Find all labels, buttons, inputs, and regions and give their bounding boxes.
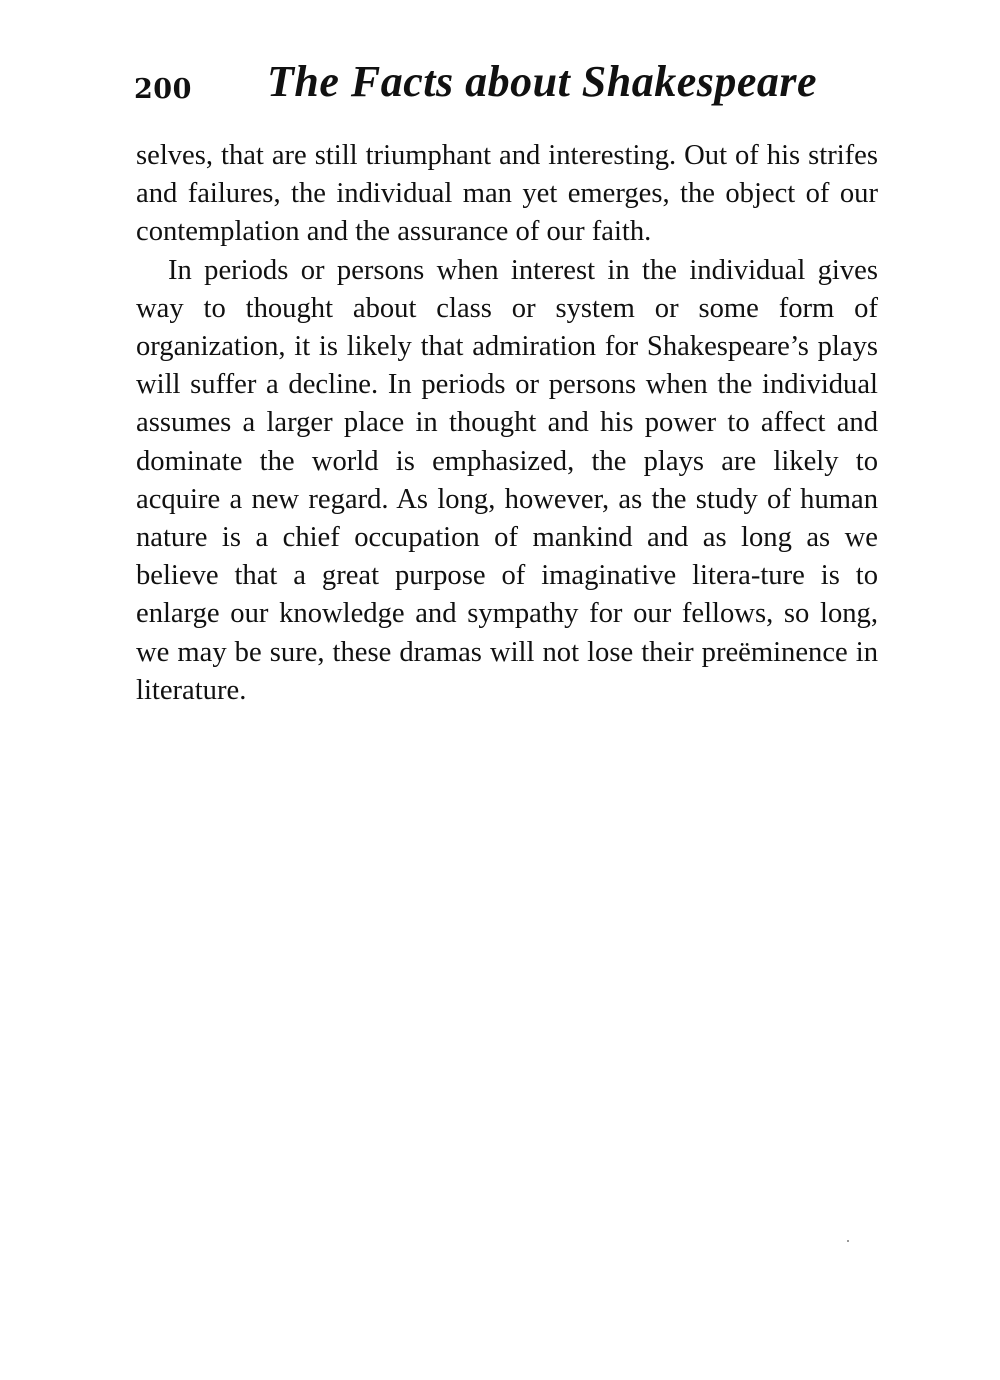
- body-text: [136, 137, 878, 710]
- page-header: [134, 52, 880, 112]
- paper-speck: [847, 1240, 849, 1242]
- paragraph-main: In periods or persons when interest in the individual gives way to thought about class or system or some form of organization, it is likely that admiration for Shakespeare’s plays will suffer a decline. In periods or persons when the individual assumes a larger place in thought and his power to affect and dominate the world is emphasized, the plays are likely to acquire a new regard. As long, however, as the study of human nature is a chief occupation of mankind and as long as we believe that a great purpose of imaginative litera-ture is to enlarge our knowledge and sympathy for our fellows, so long, we may be sure, these dramas will not lose their preëminence in literature.: [136, 254, 878, 706]
- running-title: The Facts about Shakespeare: [267, 57, 818, 106]
- page-number: 200: [134, 74, 192, 105]
- paragraph-continuation: selves, that are still triumphant and interesting. Out of his strifes and failures, the individual man yet emerges, the object of our contemplation and the assurance of our faith.: [136, 140, 878, 248]
